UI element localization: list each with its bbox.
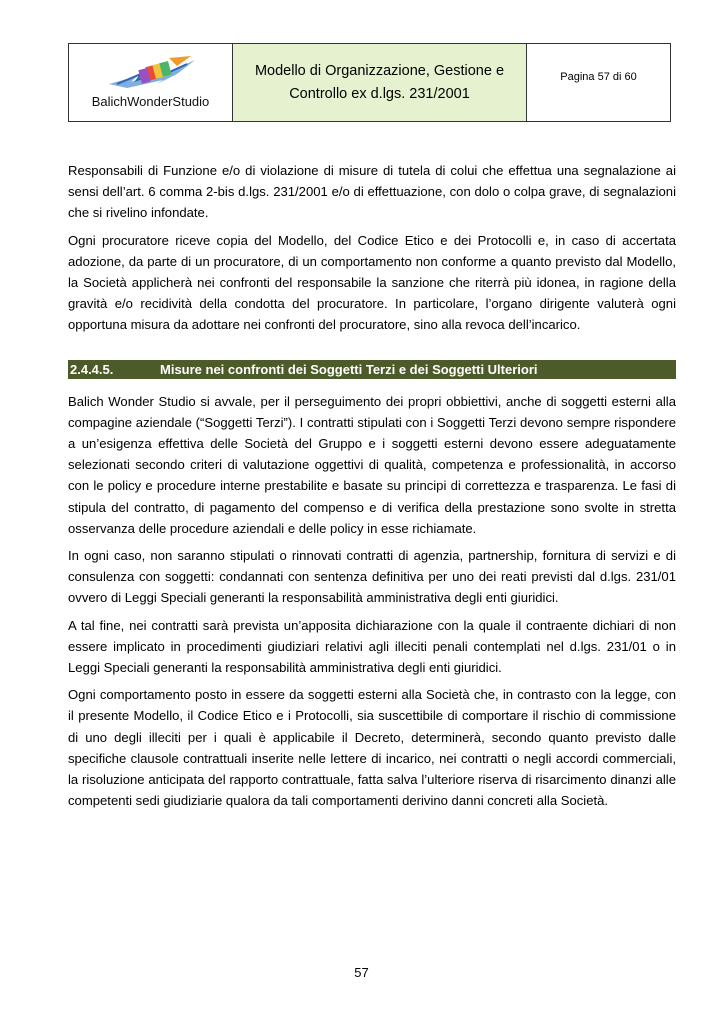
document-title xyxy=(233,44,527,121)
paragraph: Balich Wonder Studio si avvale, per il perseguimento dei propri obbiettivi, anche di soggetti esterni alla compagine aziendale (“Soggetti Terzi”). I contratti stipulati con i Soggetti Terzi devono sempre rispondere a un’esigenza effettiva delle Società del Gruppo e i soggetti esterni devono essere adeguatamente selezionati secondo criteri di valutazione oggettivi di qualità, competenza e professionalità, in accorso con le policy e procedure interne prestabilite e basate su principi di correttezza e trasparenza. Le fasi di stipula del contratto, di pagamento del compenso e di verifica della prestazione sono svolte in stretta osservanza delle procedure aziendali e delle policy in esse richiamate. xyxy=(68,393,676,536)
page-number: 57 xyxy=(354,965,369,980)
logo-graphic-icon xyxy=(107,54,197,92)
paragraph: Responsabili di Funzione e/o di violazione di misure di tutela di colui che effettua una segnalazione ai sensi dell’art. 6 comma 2-bis d.lgs. 231/2001 e/o di effettuazione, con dolo o colpa grave, di segnalazioni che si rivelino infondate. xyxy=(68,163,676,221)
paragraph: Ogni procuratore riceve copia del Modello, del Codice Etico e dei Protocolli e, in caso di accertata adozione, da parte di un procuratore, di un comportamento non conforme a quanto previsto dal Modello, la Società applicherà nei confronti del responsabile la sanzione che riterrà più idonea, in ragione della gravità e/o recidività della condotta del procuratore. In particolare, l’organo dirigente valuterà ogni opportuna misura da adottare nei confronti del procuratore, sino alla revoca dell’incarico. xyxy=(68,232,676,333)
title-line-2: Controllo ex d.lgs. 231/2001 xyxy=(289,85,470,102)
document-body xyxy=(68,160,676,817)
title-line-1: Modello di Organizzazione, Gestione e xyxy=(254,62,505,79)
page-indicator: Pagina 57 di 60 xyxy=(560,70,637,83)
logo-text: BalichWonderStudio xyxy=(91,94,210,109)
section-heading xyxy=(68,360,676,379)
paragraph: A tal fine, nei contratti sarà prevista un’apposita dichiarazione con la quale il contraente dichiari di non essere implicato in procedimenti giudiziari relativi agli illeciti penali contemplati nel d.lgs. 231/01 o in Leggi Speciali generanti la responsabilità amministrativa degli enti giuridici. xyxy=(68,617,676,676)
document-header xyxy=(68,43,671,122)
section-number: 2.4.4.5. xyxy=(70,361,114,377)
section-title: Misure nei confronti dei Soggetti Terzi e dei Soggetti Ulteriori xyxy=(160,361,538,377)
company-logo xyxy=(69,44,233,121)
paragraph: In ogni caso, non saranno stipulati o rinnovati contratti di agenzia, partnership, fornitura di servizi e di consulenza con soggetti: condannati con sentenza definitiva per uno dei reati previsti dal d.lgs. 231/01 ovvero di Leggi Speciali generanti la responsabilità amministrativa degli enti giuridici. xyxy=(68,548,676,606)
paragraph: Ogni comportamento posto in essere da soggetti esterni alla Società che, in contrasto con la legge, con il presente Modello, il Codice Etico e i Protocolli, sia suscettibile di comportare il rischio di commissione di uno degli illeciti per i quali è applicabile il Decreto, determinerà, secondo quanto previsto dalle specifiche clausole contrattuali inserite nelle lettere di incarico, nei contratti o negli accordi commerciali, la risoluzione anticipata del rapporto contrattuale, fatta salva l’ulteriore riserva di risarcimento dinanzi alle competenti sedi giudiziarie qualora da tali comportamenti derivino danni concreti alla Società. xyxy=(68,687,676,809)
